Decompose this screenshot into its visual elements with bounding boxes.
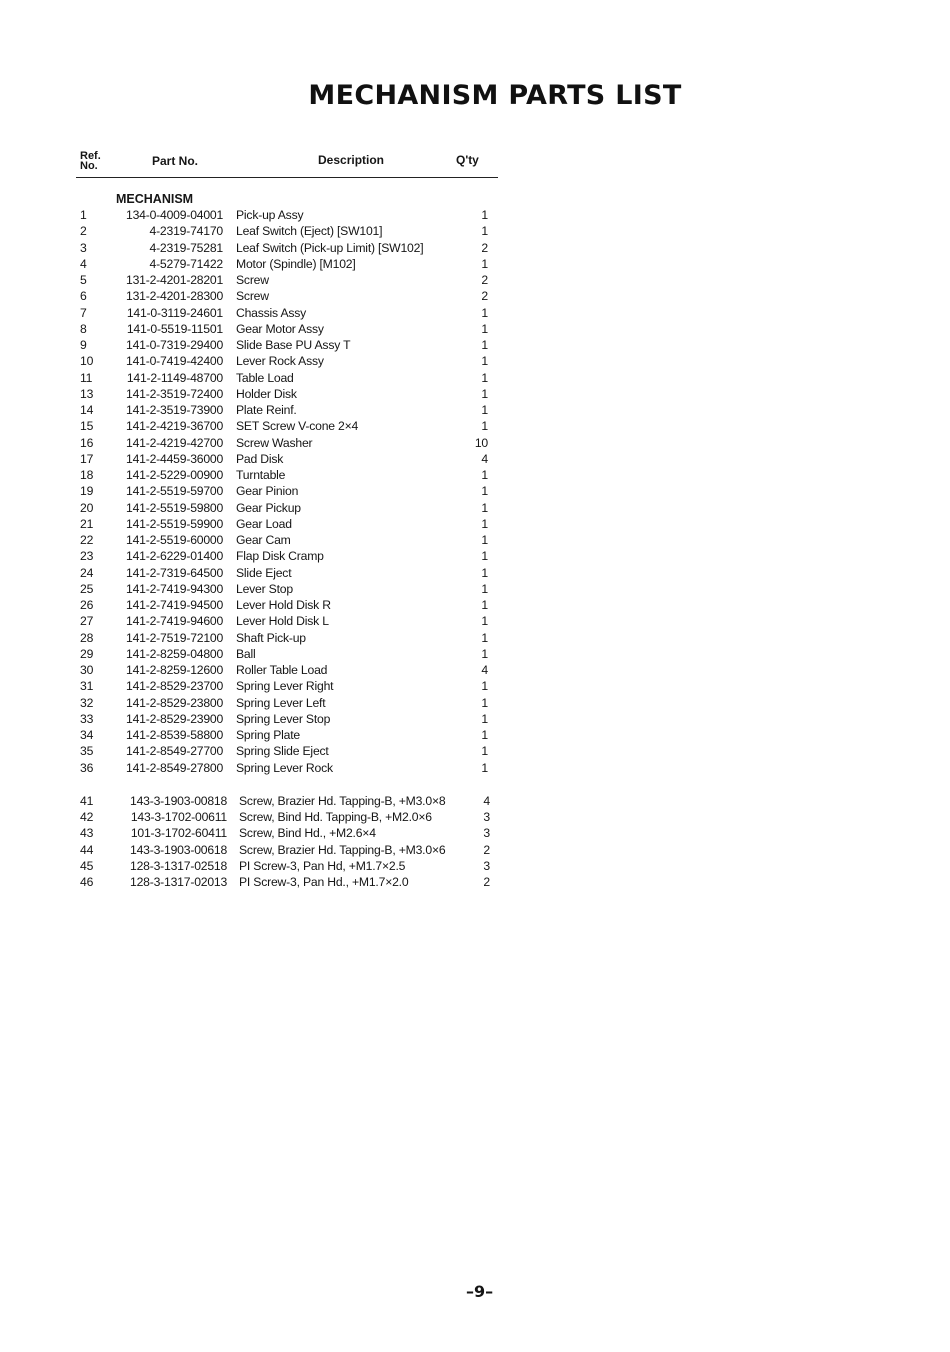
ref-no-cell: 7	[80, 305, 87, 320]
part-no-cell: 141-2-7419-94300	[126, 581, 224, 596]
ref-no-cell: 46	[80, 875, 94, 889]
qty-cell: 2	[481, 289, 488, 304]
description-cell: Spring Plate	[236, 728, 300, 742]
part-no-cell: 143-3-1903-00618	[130, 842, 228, 857]
description-cell: Spring Slide Eject	[236, 744, 329, 759]
ref-no-cell: 36	[80, 760, 94, 775]
part-no-cell: 131-2-4201-28201	[126, 273, 224, 287]
qty-cell: 1	[481, 256, 488, 271]
qty-cell: 4	[481, 451, 488, 466]
qty-cell: 1	[481, 484, 488, 499]
ref-no-cell: 28	[80, 630, 94, 645]
table-row	[76, 516, 498, 532]
description-cell: Lever Hold Disk L	[236, 614, 329, 629]
description-cell: PI Screw-3, Pan Hd., +M1.7×2.0	[239, 875, 409, 889]
part-no-cell: 141-2-5229-00900	[126, 468, 224, 482]
description-cell: Gear Pinion	[236, 484, 299, 499]
description-cell: PI Screw-3, Pan Hd, +M1.7×2.5	[239, 858, 406, 873]
qty-cell: 1	[481, 549, 488, 564]
qty-cell: 1	[481, 224, 488, 239]
table-row	[76, 874, 498, 890]
ref-no-cell: 3	[80, 240, 87, 255]
part-no-cell: 141-2-8539-58800	[126, 728, 224, 742]
part-no-cell: 141-2-7419-94600	[126, 614, 224, 629]
ref-no-cell: 9	[80, 338, 87, 352]
part-no-cell: 141-2-3519-73900	[126, 403, 224, 417]
screw-rows	[76, 793, 498, 891]
description-cell: Spring Lever Left	[236, 695, 326, 710]
qty-cell: 1	[481, 711, 488, 726]
table-row	[76, 223, 498, 239]
ref-no-cell: 25	[80, 581, 94, 596]
part-no-cell: 141-2-6229-01400	[126, 549, 224, 564]
table-row	[76, 240, 498, 256]
table-row	[76, 402, 498, 418]
ref-no-cell: 30	[80, 663, 94, 677]
table-row	[76, 337, 498, 353]
qty-cell: 1	[481, 598, 488, 612]
parts-table	[76, 150, 498, 890]
description-cell: Lever Rock Assy	[236, 354, 324, 369]
table-row	[76, 565, 498, 581]
description-cell: Pick-up Assy	[236, 208, 304, 222]
qty-cell: 1	[481, 403, 488, 417]
ref-no-cell: 26	[80, 598, 94, 612]
qty-cell: 1	[481, 581, 488, 596]
header-ref-no	[80, 151, 101, 171]
qty-cell: 2	[481, 273, 488, 287]
header-description: Description	[318, 153, 385, 167]
part-no-cell: 128-3-1317-02013	[130, 875, 228, 889]
ref-no-cell: 18	[80, 468, 94, 482]
part-no-cell: 141-2-5519-59700	[126, 484, 224, 499]
table-row	[76, 793, 498, 809]
table-row	[76, 858, 498, 874]
table-row	[76, 500, 498, 516]
table-row	[76, 435, 498, 451]
description-cell: Screw	[236, 273, 269, 287]
table-row	[76, 272, 498, 288]
part-no-cell: 131-2-4201-28300	[126, 289, 224, 304]
qty-cell: 1	[481, 646, 488, 661]
table-row	[76, 695, 498, 711]
table-row	[76, 825, 498, 841]
part-no-cell: 141-2-8259-04800	[126, 646, 224, 661]
part-no-cell: 141-2-8529-23800	[126, 695, 224, 710]
table-row	[76, 321, 498, 337]
ref-no-cell: 35	[80, 744, 94, 759]
part-no-cell: 141-0-7419-42400	[126, 354, 224, 369]
ref-no-cell: 31	[80, 679, 94, 694]
section-heading: MECHANISM	[116, 192, 194, 206]
ref-no-cell: 17	[80, 451, 94, 466]
description-cell: Spring Lever Right	[236, 679, 334, 694]
description-cell: Lever Stop	[236, 581, 293, 596]
qty-cell: 2	[483, 875, 490, 889]
ref-no-cell: 22	[80, 533, 94, 547]
page-title: MECHANISM PARTS LIST	[308, 80, 682, 111]
description-cell: SET Screw V-cone 2×4	[236, 419, 359, 434]
table-row	[76, 418, 498, 434]
part-no-cell: 141-2-8259-12600	[126, 663, 224, 677]
description-cell: Flap Disk Cramp	[236, 549, 324, 564]
page-number: –9–	[466, 1282, 494, 1301]
ref-no-cell: 23	[80, 549, 94, 564]
part-no-cell: 4-2319-74170	[149, 224, 223, 239]
qty-cell: 1	[481, 419, 488, 434]
qty-cell: 1	[481, 630, 488, 645]
ref-no-cell: 44	[80, 842, 94, 857]
description-cell: Spring Lever Rock	[236, 760, 333, 775]
header-part-no: Part No.	[152, 154, 199, 168]
part-no-cell: 141-0-3119-24601	[126, 305, 223, 320]
ref-no-cell: 6	[80, 289, 87, 304]
part-no-cell: 141-2-1149-48700	[126, 370, 223, 385]
ref-no-cell: 45	[80, 858, 94, 873]
table-row	[76, 646, 498, 662]
table-row	[76, 842, 498, 858]
table-row	[76, 613, 498, 629]
part-no-cell: 4-5279-71422	[149, 256, 223, 271]
qty-cell: 1	[481, 614, 488, 629]
ref-no-cell: 41	[80, 793, 94, 808]
table-row	[76, 727, 498, 743]
qty-cell: 3	[483, 826, 490, 841]
qty-cell: 10	[474, 435, 488, 450]
qty-cell: 1	[481, 744, 488, 759]
table-row	[76, 711, 498, 727]
qty-cell: 1	[481, 565, 488, 580]
description-cell: Leaf Switch (Eject) [SW101]	[236, 224, 383, 239]
ref-no-cell: 15	[80, 419, 94, 434]
description-cell: Lever Hold Disk R	[236, 598, 331, 612]
description-cell: Pad Disk	[236, 451, 284, 466]
qty-cell: 1	[481, 208, 488, 222]
qty-cell: 1	[481, 728, 488, 742]
table-row	[76, 370, 498, 386]
ref-no-cell: 32	[80, 695, 94, 710]
table-row	[76, 532, 498, 548]
description-cell: Slide Base PU Assy T	[236, 338, 351, 352]
part-no-cell: 141-0-7319-29400	[126, 338, 224, 352]
table-row	[76, 597, 498, 613]
part-no-cell: 141-2-3519-72400	[126, 386, 224, 401]
description-cell: Leaf Switch (Pick-up Limit) [SW102]	[236, 240, 424, 255]
ref-no-cell: 5	[80, 273, 87, 287]
part-no-cell: 141-2-7519-72100	[126, 630, 224, 645]
qty-cell: 1	[481, 533, 488, 547]
qty-cell: 1	[481, 516, 488, 531]
qty-cell: 4	[483, 793, 490, 808]
part-no-cell: 128-3-1317-02518	[130, 858, 228, 873]
part-no-cell: 141-2-8549-27700	[126, 744, 224, 759]
qty-cell: 1	[481, 679, 488, 694]
description-cell: Screw, Bind Hd., +M2.6×4	[239, 826, 376, 841]
description-cell: Motor (Spindle) [M102]	[236, 256, 356, 271]
part-no-cell: 4-2319-75281	[149, 240, 223, 255]
ref-no-cell: 11	[80, 370, 93, 385]
table-row	[76, 386, 498, 402]
table-row	[76, 760, 498, 776]
description-cell: Table Load	[236, 370, 294, 385]
ref-no-cell: 33	[80, 711, 94, 726]
ref-no-cell: 16	[80, 435, 94, 450]
part-no-cell: 141-2-8529-23900	[126, 711, 224, 726]
qty-cell: 1	[481, 338, 488, 352]
description-cell: Screw, Brazier Hd. Tapping-B, +M3.0×6	[239, 842, 446, 857]
table-row	[76, 256, 498, 272]
header-ref-line1: Ref.	[80, 150, 101, 162]
qty-cell: 1	[481, 500, 488, 515]
description-cell: Roller Table Load	[236, 663, 328, 677]
table-row	[76, 207, 498, 223]
ref-no-cell: 14	[80, 403, 94, 417]
ref-no-cell: 20	[80, 500, 94, 515]
header-qty: Q'ty	[456, 153, 479, 167]
ref-no-cell: 13	[80, 386, 94, 401]
qty-cell: 1	[481, 321, 488, 336]
part-no-cell: 141-2-8529-23700	[126, 679, 224, 694]
ref-no-cell: 19	[80, 484, 94, 499]
parts-rows	[76, 207, 498, 776]
table-row	[76, 581, 498, 597]
description-cell: Screw, Bind Hd. Tapping-B, +M2.0×6	[239, 810, 432, 824]
ref-no-cell: 29	[80, 646, 94, 661]
qty-cell: 1	[481, 468, 488, 482]
part-no-cell: 141-2-5519-59800	[126, 500, 224, 515]
ref-no-cell: 2	[80, 224, 87, 239]
qty-cell: 3	[483, 810, 490, 824]
qty-cell: 2	[483, 842, 490, 857]
description-cell: Gear Cam	[236, 533, 291, 547]
part-no-cell: 141-2-4219-36700	[126, 419, 224, 434]
ref-no-cell: 1	[80, 208, 87, 222]
table-row	[76, 548, 498, 564]
ref-no-cell: 34	[80, 728, 94, 742]
table-row	[76, 467, 498, 483]
part-no-cell: 141-0-5519-11501	[126, 321, 223, 336]
table-row	[76, 483, 498, 499]
part-no-cell: 134-0-4009-04001	[126, 208, 224, 222]
part-no-cell: 141-2-5519-60000	[126, 533, 224, 547]
description-cell: Screw Washer	[236, 435, 313, 450]
part-no-cell: 143-3-1702-00611	[130, 810, 227, 824]
qty-cell: 3	[483, 858, 490, 873]
qty-cell: 1	[481, 305, 488, 320]
table-row	[76, 678, 498, 694]
description-cell: Gear Load	[236, 516, 292, 531]
qty-cell: 1	[481, 370, 488, 385]
part-no-cell: 141-2-7319-64500	[126, 565, 224, 580]
header-ref-line2: No.	[80, 160, 98, 172]
part-no-cell: 143-3-1903-00818	[130, 793, 228, 808]
qty-cell: 1	[481, 695, 488, 710]
table-row	[76, 353, 498, 369]
part-no-cell: 141-2-8549-27800	[126, 760, 224, 775]
description-cell: Plate Reinf.	[236, 403, 297, 417]
ref-no-cell: 43	[80, 826, 94, 841]
description-cell: Slide Eject	[236, 565, 292, 580]
table-row	[76, 662, 498, 678]
table-row	[76, 630, 498, 646]
description-cell: Shaft Pick-up	[236, 630, 306, 645]
part-no-cell: 141-2-5519-59900	[126, 516, 224, 531]
description-cell: Screw	[236, 289, 269, 304]
ref-no-cell: 10	[80, 354, 94, 369]
description-cell: Chassis Assy	[236, 305, 307, 320]
qty-cell: 1	[481, 760, 488, 775]
part-no-cell: 141-2-7419-94500	[126, 598, 224, 612]
part-no-cell: 141-2-4219-42700	[126, 435, 224, 450]
part-no-cell: 101-3-1702-60411	[130, 826, 227, 841]
description-cell: Spring Lever Stop	[236, 711, 331, 726]
table-row	[76, 451, 498, 467]
ref-no-cell: 24	[80, 565, 94, 580]
ref-no-cell: 4	[80, 256, 87, 271]
table-header	[76, 150, 498, 178]
ref-no-cell: 27	[80, 614, 94, 629]
table-row	[76, 305, 498, 321]
qty-cell: 2	[481, 240, 488, 255]
description-cell: Gear Pickup	[236, 500, 301, 515]
table-row	[76, 743, 498, 759]
qty-cell: 1	[481, 386, 488, 401]
qty-cell: 1	[481, 354, 488, 369]
description-cell: Turntable	[236, 468, 286, 482]
ref-no-cell: 21	[80, 516, 94, 531]
description-cell: Gear Motor Assy	[236, 321, 324, 336]
part-no-cell: 141-2-4459-36000	[126, 451, 224, 466]
description-cell: Ball	[236, 646, 256, 661]
description-cell: Screw, Brazier Hd. Tapping-B, +M3.0×8	[239, 793, 446, 808]
ref-no-cell: 42	[80, 810, 94, 824]
description-cell: Holder Disk	[236, 386, 297, 401]
table-row	[76, 809, 498, 825]
qty-cell: 4	[481, 663, 488, 677]
table-row	[76, 288, 498, 304]
ref-no-cell: 8	[80, 321, 87, 336]
